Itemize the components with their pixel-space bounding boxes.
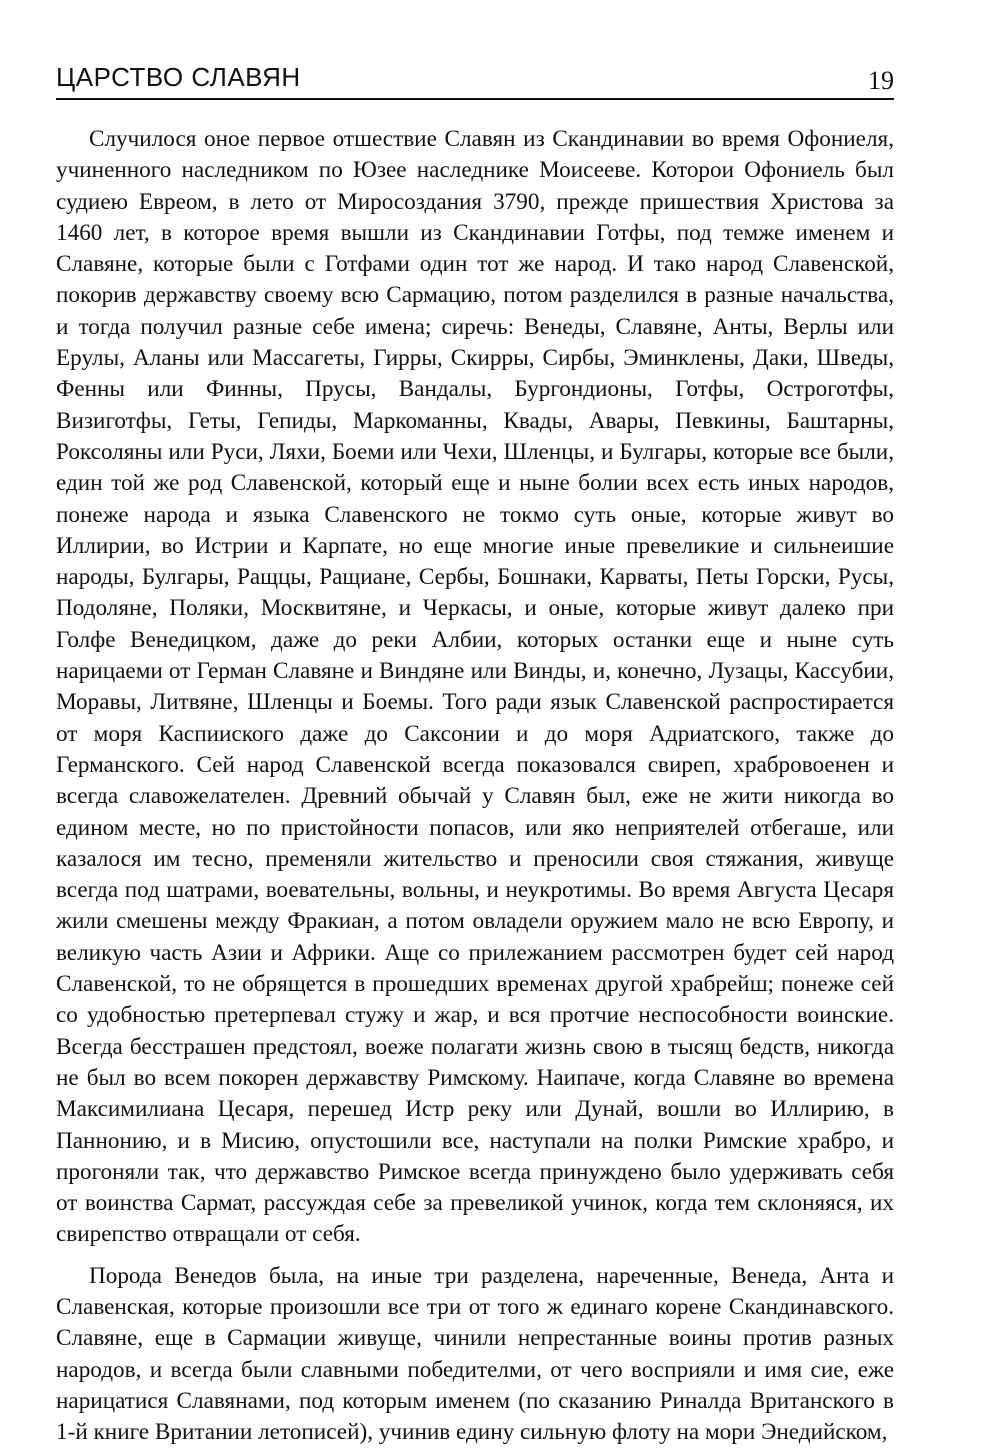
paragraph: Порода Венедов была, на иные три разделена, нареченные, Венеда, Анта и Славенская, которые произошли все три от того ж единаго корене Скандинавского. Славяне, еще в Сармации живуще, чинили непрестанные воины против разных народов, и всегда были славными победителми, от чего восприяли и имя сие, еже нарицатися Славянами, под которым именем (по сказанию Риналда Вританского в 1-й книге Вритании летописей), учинив едину сильную флоту на мори Энедийском, bbox=[56, 1262, 894, 1446]
body-text bbox=[56, 124, 894, 1448]
header-rule bbox=[56, 98, 894, 100]
page-number: 19 bbox=[868, 66, 894, 95]
page-header bbox=[56, 62, 894, 102]
paragraph: Случилося оное первое отшествие Славян из Скандинавии во время Офониеля, учиненного наследником по Юзее наследнике Моисееве. Которои Офониель был судиею Евреом, в лето от Миросоздания 3790, прежде пришествия Христова за 1460 лет, в которое время вышли из Скандинавии Готфы, под темже именем и Славяне, которые были с Готфами один тот же народ. И тако народ Славенской, покорив державству своему всю Сармацию, потом разделился в разные начальства, и тогда получил разные себе имена; сиречь: Венеды, Славяне, Анты, Верлы или Ерулы, Аланы или Массагеты, Гирры, Скирры, Сирбы, Эминклены, Даки, Шведы, Фенны или Финны, Прусы, Вандалы, Бургондионы, Готфы, Остроготфы, Визиготфы, Геты, Гепиды, Маркоманны, Квады, Авары, Певкины, Баштарны, Роксоляны или Руси, Ляхи, Боеми или Чехи, Шленцы, и Булгары, которые все были, един той же род Славенской, который еще и ныне болии всех есть иных народов, понеже народа и языка Славенского не токмо суть оные, которые живут во Иллирии, во Истрии и Карпате, но еще многие иные превеликие и сильнеишие народы, Булгары, Ращцы, Ращиане, Сербы, Бошнаки, Карваты, Петы Горски, Русы, Подоляне, Поляки, Москвитяне, и Черкасы, и оные, которые живут далеко при Голфе Венедицком, даже до реки Албии, которых останки еще и ныне суть нарицаеми от Герман Славяне и Виндяне или Винды, и, конечно, Лузацы, Кассубии, Моравы, Литвяне, Шленцы и Боемы. Того ради язык Славенской распростирается от моря Каспииского даже до Саксонии и до моря Адриатского, также до Германского. Сей народ Славенской всегда показовался свиреп, храбровоенен и всегда славожелателен. Древний обычай у Славян был, еже не жити никогда во едином месте, но по пристойности попасов, или яко неприятелей отбегаше, или казалося им тесно, пременяли жительство и преносили своя стяжания, живуще всегда под шатрами, воевательны, вольны, и неукротимы. Во время Августа Цесаря жили смешены между Фракиан, а потом овладели оружием мало не всю Европу, и великую часть Азии и Африки. Аще со прилежанием рассмотрен будет сей народ Славенской, то не обрящется в прошедших временах другой храбрейш; понеже сей со удобностью претерпевал стужу и жар, и вся протчие неспособности воинские. Всегда бесстрашен предстоял, воеже полагати жизнь свою в тысящ бедств, никогда не был во всем покорен державству Римскому. Наипаче, когда Славяне во времена Максимилиана Цесаря, перешед Истр реку или Дунай, вошли во Иллирию, в Паннонию, и в Мисию, опустошили все, наступали на полки Римские храбро, и прогоняли так, что державство Римское всегда принуждено было удерживать себя от воинства Сармат, рассуждая себе за превеликой учинок, когда тем склоняяся, их свирепство отвращали от себя. bbox=[56, 126, 894, 1248]
running-title: ЦАРСТВО СЛАВЯН bbox=[56, 62, 301, 92]
